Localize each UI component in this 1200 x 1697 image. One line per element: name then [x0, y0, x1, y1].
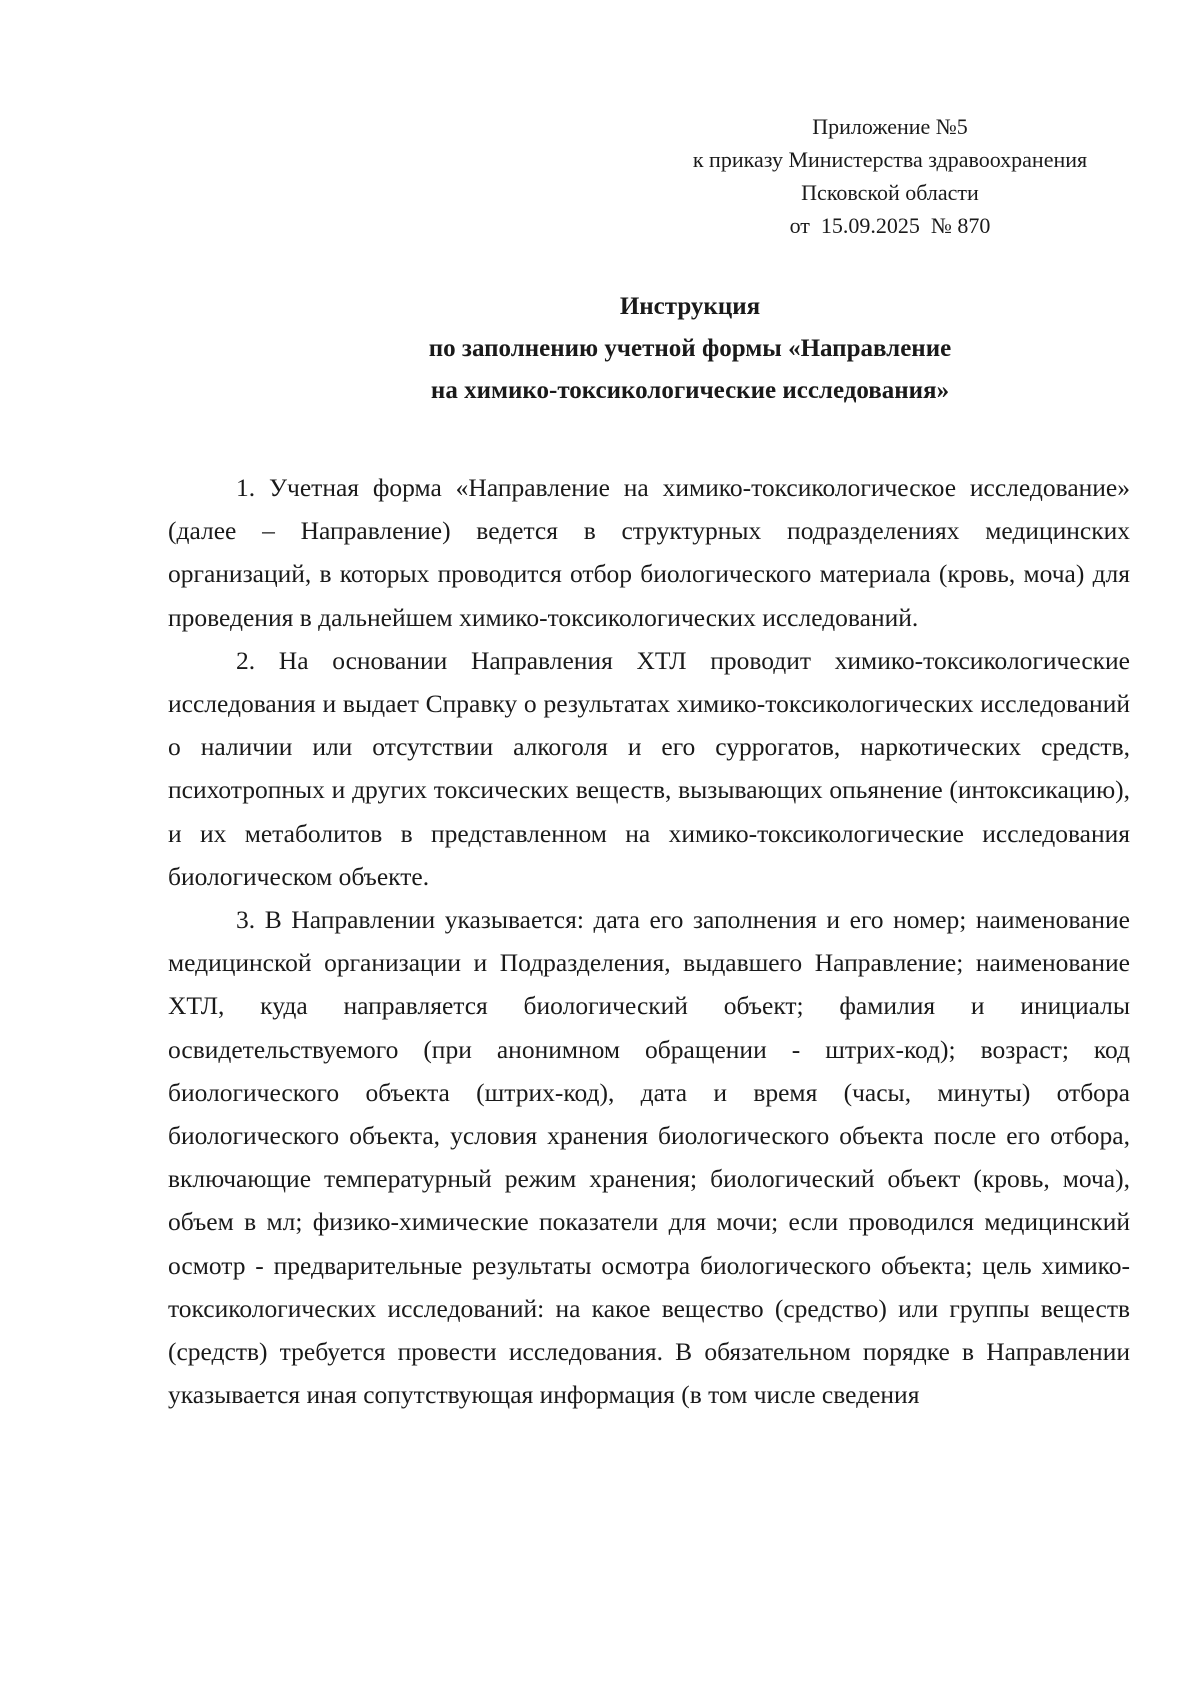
paragraph-2: 2. На основании Направления ХТЛ проводит химико-токсикологические исследования и выдает Справку о результатах химико-токсикологических исследований о наличии или отсутствии алкоголя и его суррогатов, наркотических средств, психотропных и других токсических веществ, вызывающих опьянение (интоксикацию), и их метаболитов в представленном на химико-токсикологические исследования биологическом объекте. [168, 645, 1130, 891]
paragraph-1: 1. Учетная форма «Направление на химико-токсикологическое исследование» (далее – Направление) ведется в структурных подразделениях медицинских организаций, в которых проводится отбор биологического материала (кровь, моча) для проведения в дальнейшем химико-токсикологических исследований. [168, 473, 1130, 632]
document-body [168, 466, 1130, 1416]
appendix-line-4: от 15.09.2025 № 870 [789, 213, 991, 238]
title-line-3: на химико-токсикологические исследования» [430, 377, 950, 404]
appendix-line-3: Псковской области [801, 180, 979, 205]
appendix-line-1: Приложение №5 [812, 114, 968, 139]
paragraph-3: 3. В Направлении указывается: дата его заполнения и его номер; наименование медицинской организации и Подразделения, выдавшего Направление; наименование ХТЛ, куда направляется биологический объект; фамилия и инициалы освидетельствуемого (при анонимном обращении - штрих-код); возраст; код биологического объекта (штрих-код), дата и время (часы, минуты) отбора биологического объекта, условия хранения биологического объекта после его отбора, включающие температурный режим хранения; биологический объект (кровь, моча), объем в мл; физико-химические показатели для мочи; если проводился медицинский осмотр - предварительные результаты осмотра биологического объекта; цель химико-токсикологических исследований: на какое вещество (средство) или группы веществ (средств) требуется провести исследования. В обязательном порядке в Направлении указывается иная сопутствующая информация (в том числе сведения [168, 905, 1130, 1410]
title-line-2: по заполнению учетной формы «Направление [428, 335, 952, 362]
title-line-1: Инструкция [619, 293, 761, 320]
appendix-header [660, 110, 1120, 242]
appendix-line-2: к приказу Министерства здравоохранения [692, 147, 1088, 172]
